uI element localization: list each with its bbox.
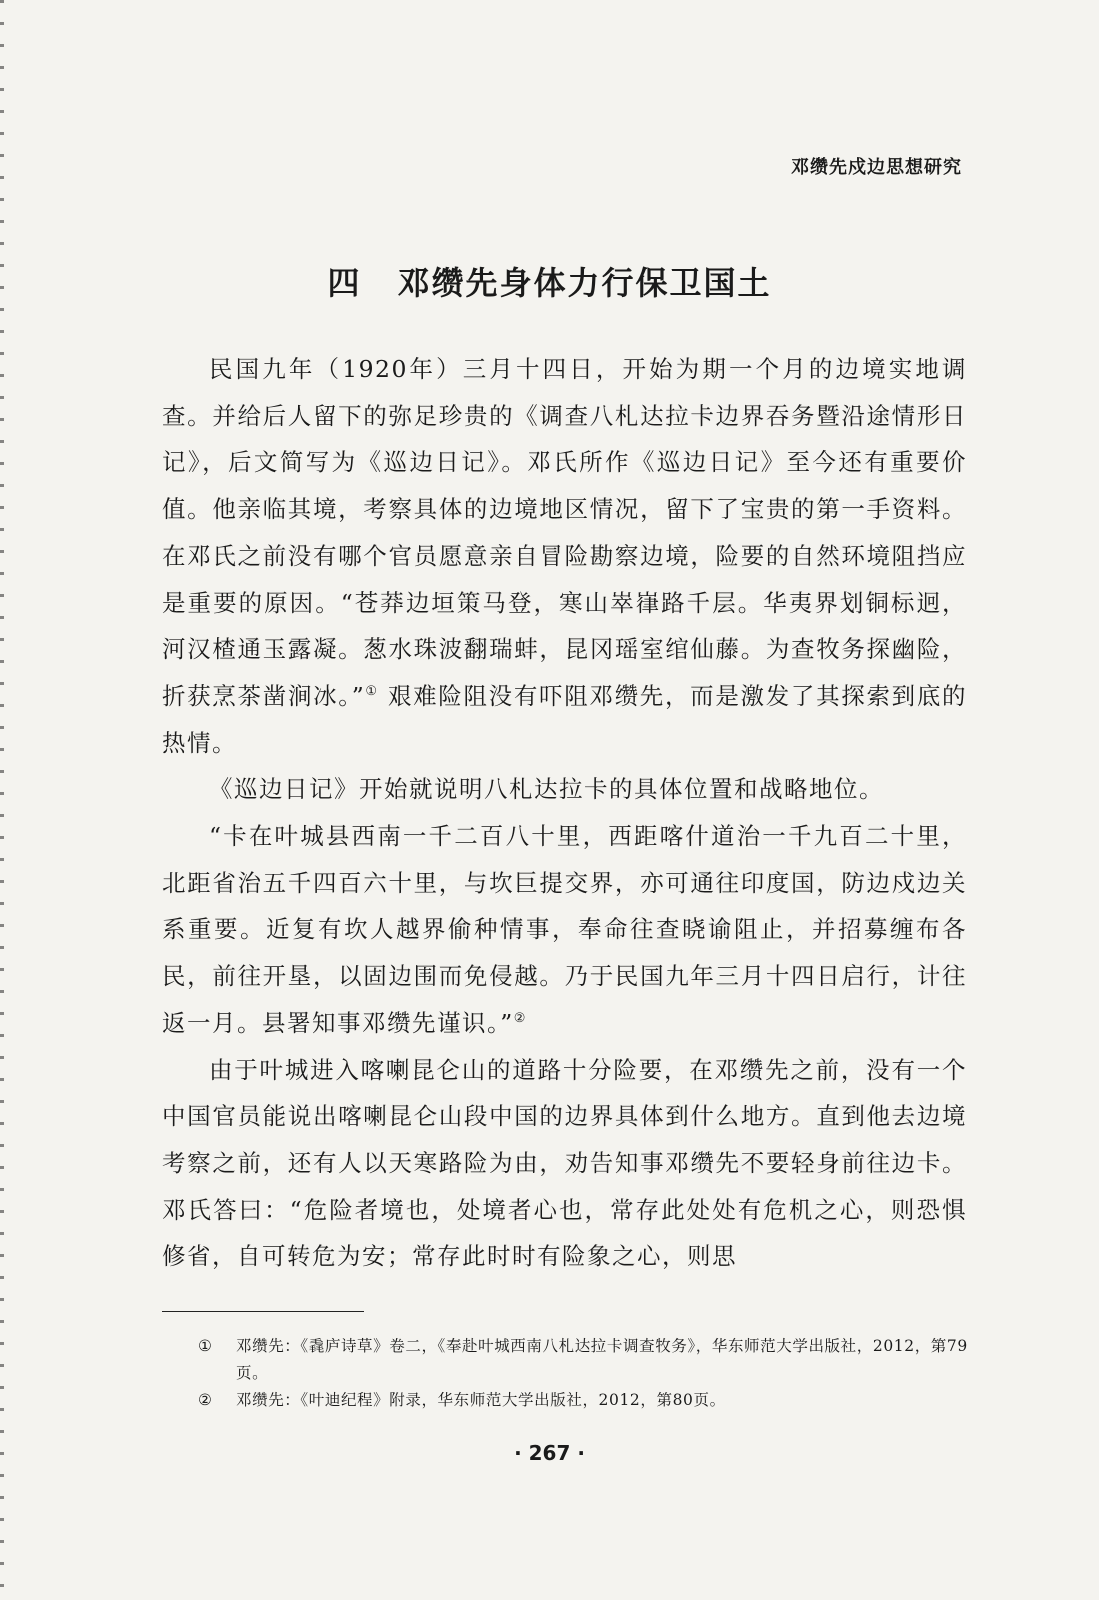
section-title-text: 邓缵先身体力行保卫国土	[397, 264, 772, 302]
binding-edge	[0, 0, 4, 1600]
footnote-ref: ②	[513, 1011, 527, 1027]
section-number: 四	[327, 264, 362, 302]
paragraph-text: “卡在叶城县西南一千二百八十里，西距喀什道治一千九百二十里，北距省治五千四百六十里，与坎巨提交界，亦可通往印度国，防边戍边关系重要。近复有坎人越界偷种情事，奉命往查晓谕阻止，并招募缠布各民，前往开垦，以固边围而免侵越。乃于民国九年三月十四日启行，计往返一月。县署知事邓缵先谨识。”	[162, 822, 967, 1037]
footnote-rule	[162, 1311, 364, 1312]
paragraph-text: 民国九年（1920年）三月十四日，开始为期一个月的边境实地调查。并给后人留下的弥足珍贵的《调查八札达拉卡边界吞务暨沿途情形日记》，后文简写为《巡边日记》。邓氏所作《巡边日记》至今还有重要价值。他亲临其境，考察具体的边境地区情况，留下了宝贵的第一手资料。在邓氏之前没有哪个官员愿意亲自冒险勘察边境，险要的自然环境阻挡应是重要的原因。“苍莽边垣策马登，寒山崒嵂路千层。华夷界划铜标迥，河汉楂通玉露凝。葱水珠波翻瑞蚌，昆冈瑶室绾仙藤。为查牧务探幽险，折获烹茶凿涧冰。”	[162, 355, 967, 710]
paragraph	[162, 346, 967, 766]
running-head: 邓缵先戍边思想研究	[791, 157, 962, 178]
footnote-mark: ②	[198, 1391, 213, 1409]
footnote	[198, 1333, 968, 1387]
footnote	[198, 1387, 968, 1414]
paragraph-text: 《巡边日记》开始就说明八札达拉卡的具体位置和战略地位。	[209, 775, 884, 804]
footnotes	[198, 1333, 968, 1414]
paragraph	[162, 813, 967, 1047]
footnote-text: 邓缵先：《叶迪纪程》附录，华东师范大学出版社，2012，第80页。	[236, 1391, 726, 1409]
body-text	[162, 346, 967, 1280]
paragraph-text: 由于叶城进入喀喇昆仑山的道路十分险要，在邓缵先之前，没有一个中国官员能说出喀喇昆仑山段中国的边界具体到什么地方。直到他去边境考察之前，还有人以天寒路险为由，劝告知事邓缵先不要轻身前往边卡。邓氏答曰：“危险者境也，处境者心也，常存此处处有危机之心，则恐惧修省，自可转危为安；常存此时时有险象之心，则思	[162, 1055, 967, 1271]
section-title	[0, 258, 1099, 304]
paragraph-tail: 艰难险阻没有吓阻邓缵先，而是激发了其探索到底的热情。	[162, 681, 967, 757]
footnote-text: 邓缵先：《毳庐诗草》卷二，《奉赴叶城西南八札达拉卡调查牧务》，华东师范大学出版社，2012，第79页。	[236, 1337, 968, 1382]
paragraph	[162, 766, 967, 813]
paragraph	[162, 1047, 967, 1281]
footnote-mark: ①	[198, 1337, 213, 1355]
footnote-ref: ①	[365, 684, 379, 700]
page-number: · 267 ·	[514, 1441, 585, 1465]
